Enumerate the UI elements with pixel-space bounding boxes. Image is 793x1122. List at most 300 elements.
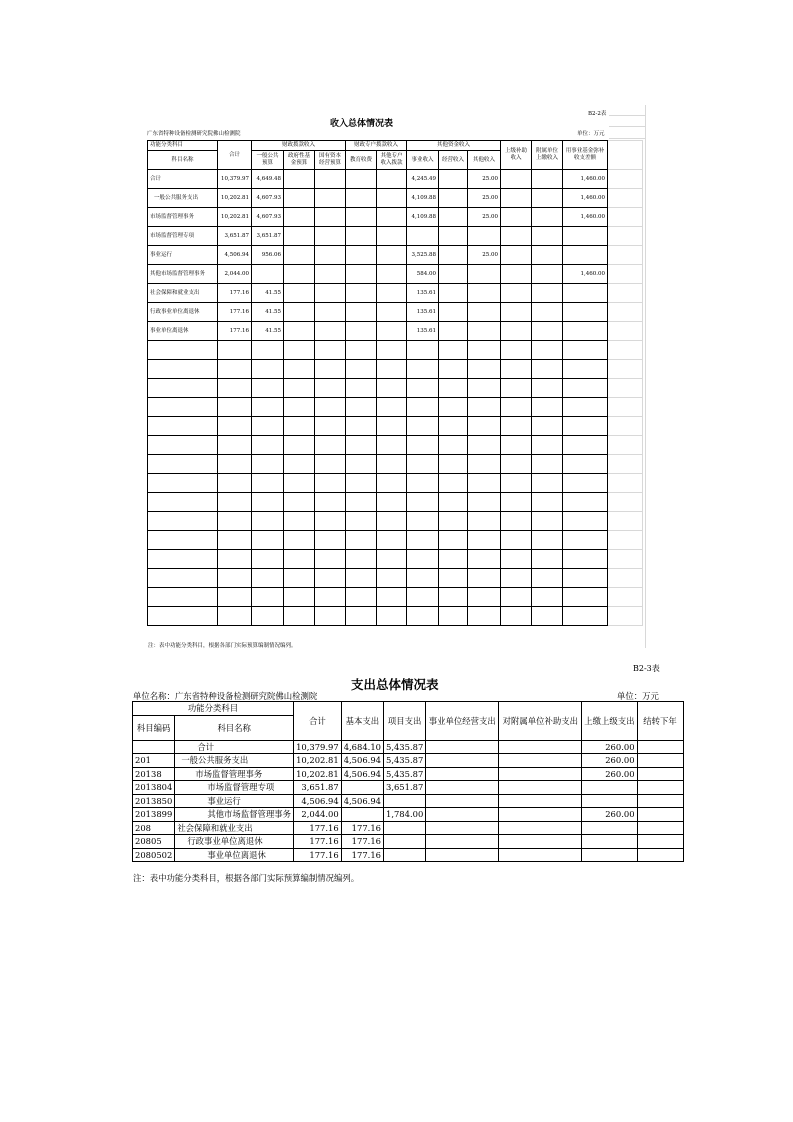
empty-cell — [315, 531, 346, 550]
empty-cell — [532, 569, 563, 588]
project-cell: 5,435.87 — [383, 754, 425, 768]
empty-row — [148, 588, 643, 607]
subject-code-cell: 2013899 — [133, 808, 175, 822]
subsidy-cell — [499, 767, 582, 781]
empty-cell — [284, 436, 315, 455]
superior-subsidy-cell — [501, 303, 532, 322]
operating-cell — [426, 835, 499, 849]
empty-row — [148, 531, 643, 550]
empty-cell — [563, 379, 608, 398]
table-row — [133, 794, 684, 808]
empty-cell — [218, 588, 252, 607]
empty-cell — [252, 417, 284, 436]
income-table-title: 收入总体情况表 — [330, 119, 394, 129]
remit-cell: 260.00 — [582, 767, 637, 781]
other-special-cell — [377, 170, 407, 189]
total-cell: 177.16 — [294, 848, 342, 862]
blank-cell — [608, 284, 643, 303]
empty-cell — [315, 512, 346, 531]
general-budget-cell: 4,649.48 — [252, 170, 284, 189]
empty-cell — [148, 417, 218, 436]
subject-code-cell: 2013850 — [133, 794, 175, 808]
remit-cell — [582, 848, 637, 862]
subject-name-cell: 社会保障和就业支出 — [175, 821, 294, 835]
table-row — [148, 265, 643, 284]
empty-cell — [346, 436, 377, 455]
total-cell: 3,651.87 — [218, 227, 252, 246]
empty-cell — [407, 379, 439, 398]
empty-cell — [439, 607, 468, 626]
header-business-income: 事业收入 — [407, 151, 439, 170]
empty-cell — [407, 455, 439, 474]
project-cell — [383, 794, 425, 808]
project-cell: 3,651.87 — [383, 781, 425, 795]
general-budget-cell: 4,607.93 — [252, 189, 284, 208]
basic-cell: 177.16 — [341, 848, 383, 862]
operating-income-cell — [439, 303, 468, 322]
blank-cell — [608, 246, 643, 265]
affiliated-income-cell — [532, 246, 563, 265]
empty-cell — [148, 569, 218, 588]
business-income-cell: 4,109.88 — [407, 189, 439, 208]
empty-cell — [284, 360, 315, 379]
general-budget-cell: 41.55 — [252, 303, 284, 322]
total-cell: 2,044.00 — [218, 265, 252, 284]
table-row — [148, 303, 643, 322]
empty-cell — [377, 360, 407, 379]
general-budget-cell: 3,651.87 — [252, 227, 284, 246]
operating-income-cell — [439, 227, 468, 246]
empty-cell — [532, 607, 563, 626]
empty-cell — [608, 474, 643, 493]
basic-cell — [341, 808, 383, 822]
project-cell: 1,784.00 — [383, 808, 425, 822]
empty-row — [148, 398, 643, 417]
empty-cell — [608, 588, 643, 607]
empty-cell — [532, 531, 563, 550]
empty-cell — [284, 417, 315, 436]
expense-note: 注：表中功能分类科目，根据各部门实际预算编制情况编列。 — [133, 873, 360, 883]
other-income-cell — [468, 303, 501, 322]
empty-cell — [608, 341, 643, 360]
empty-cell — [218, 512, 252, 531]
empty-cell — [284, 474, 315, 493]
empty-cell — [346, 360, 377, 379]
education-fee-cell — [346, 265, 377, 284]
superior-subsidy-cell — [501, 189, 532, 208]
empty-cell — [608, 398, 643, 417]
empty-cell — [346, 550, 377, 569]
empty-cell — [377, 398, 407, 417]
business-income-cell: 4,109.88 — [407, 208, 439, 227]
fund-balance-cell — [563, 246, 608, 265]
other-special-cell — [377, 284, 407, 303]
empty-cell — [218, 531, 252, 550]
total-cell: 177.16 — [294, 835, 342, 849]
empty-row — [148, 341, 643, 360]
fund-balance-cell: 1,460.00 — [563, 208, 608, 227]
header-general-budget: 一般公共预算 — [252, 151, 284, 170]
basic-cell: 4,506.94 — [341, 794, 383, 808]
header-affiliated-income: 附属单位上缴收入 — [532, 141, 563, 170]
empty-cell — [377, 474, 407, 493]
empty-cell — [563, 474, 608, 493]
empty-cell — [532, 417, 563, 436]
empty-cell — [563, 398, 608, 417]
income-table — [147, 140, 643, 626]
fund-balance-cell — [563, 322, 608, 341]
empty-cell — [315, 436, 346, 455]
empty-cell — [252, 550, 284, 569]
empty-cell — [218, 341, 252, 360]
gov-fund-cell — [284, 284, 315, 303]
gov-fund-cell — [284, 189, 315, 208]
empty-cell — [148, 512, 218, 531]
empty-cell — [532, 474, 563, 493]
empty-cell — [284, 607, 315, 626]
total-cell: 177.16 — [294, 821, 342, 835]
empty-cell — [218, 360, 252, 379]
empty-cell — [346, 512, 377, 531]
superior-subsidy-cell — [501, 246, 532, 265]
empty-cell — [346, 398, 377, 417]
empty-row — [148, 493, 643, 512]
affiliated-income-cell — [532, 227, 563, 246]
other-special-cell — [377, 322, 407, 341]
table-row — [148, 170, 643, 189]
state-capital-cell — [315, 208, 346, 227]
header-operating: 事业单位经营支出 — [426, 702, 499, 741]
empty-cell — [532, 360, 563, 379]
empty-cell — [407, 512, 439, 531]
empty-cell — [468, 569, 501, 588]
total-cell: 10,202.81 — [294, 754, 342, 768]
expense-table-title: 支出总体情况表 — [351, 677, 439, 692]
empty-cell — [501, 493, 532, 512]
superior-subsidy-cell — [501, 284, 532, 303]
general-budget-cell: 956.06 — [252, 246, 284, 265]
empty-cell — [284, 493, 315, 512]
operating-cell — [426, 740, 499, 754]
empty-cell — [532, 455, 563, 474]
total-cell: 10,379.97 — [218, 170, 252, 189]
basic-cell: 4,506.94 — [341, 767, 383, 781]
table-row — [133, 835, 684, 849]
fund-balance-cell — [563, 303, 608, 322]
empty-cell — [439, 398, 468, 417]
total-cell: 177.16 — [218, 322, 252, 341]
empty-cell — [148, 379, 218, 398]
remit-cell — [582, 781, 637, 795]
empty-cell — [315, 550, 346, 569]
empty-cell — [532, 588, 563, 607]
empty-cell — [468, 360, 501, 379]
header-subject-code: 科目编码 — [133, 715, 175, 740]
total-cell: 10,202.81 — [294, 767, 342, 781]
empty-cell — [346, 417, 377, 436]
empty-cell — [407, 569, 439, 588]
fund-balance-cell — [563, 227, 608, 246]
empty-cell — [407, 398, 439, 417]
education-fee-cell — [346, 322, 377, 341]
empty-cell — [532, 512, 563, 531]
header-func-class: 功能分类科目 — [133, 702, 294, 716]
empty-cell — [407, 341, 439, 360]
empty-cell — [608, 607, 643, 626]
project-cell — [383, 821, 425, 835]
empty-cell — [218, 398, 252, 417]
education-fee-cell — [346, 170, 377, 189]
empty-cell — [407, 436, 439, 455]
empty-cell — [468, 417, 501, 436]
income-note: 注：表中功能分类科目，根据各部门实际预算编制情况编列。 — [148, 643, 297, 649]
empty-cell — [148, 531, 218, 550]
empty-cell — [501, 379, 532, 398]
table-row — [133, 740, 684, 754]
empty-cell — [468, 341, 501, 360]
empty-cell — [218, 550, 252, 569]
income-unit-label: 单位：万元 — [577, 131, 605, 137]
carry-cell — [637, 808, 683, 822]
expense-unit-name: 单位名称：广东省特种设备检测研究院佛山检测院 — [133, 691, 318, 701]
empty-cell — [439, 341, 468, 360]
empty-row — [148, 436, 643, 455]
empty-cell — [407, 550, 439, 569]
empty-cell — [532, 550, 563, 569]
superior-subsidy-cell — [501, 208, 532, 227]
other-income-cell: 25.00 — [468, 246, 501, 265]
business-income-cell: 3,525.88 — [407, 246, 439, 265]
other-special-cell — [377, 189, 407, 208]
empty-cell — [608, 569, 643, 588]
empty-cell — [468, 474, 501, 493]
carry-cell — [637, 740, 683, 754]
affiliated-income-cell — [532, 322, 563, 341]
header-fund-balance: 用事业基金弥补收支差额 — [563, 141, 608, 170]
header-project: 项目支出 — [383, 702, 425, 741]
operating-income-cell — [439, 208, 468, 227]
empty-cell — [252, 607, 284, 626]
empty-cell — [439, 550, 468, 569]
state-capital-cell — [315, 189, 346, 208]
empty-cell — [439, 417, 468, 436]
empty-cell — [468, 436, 501, 455]
business-income-cell: 135.61 — [407, 322, 439, 341]
empty-cell — [346, 455, 377, 474]
empty-cell — [346, 474, 377, 493]
blank-cell — [608, 303, 643, 322]
header-fiscal-alloc: 财政拨款收入 — [252, 141, 346, 151]
empty-cell — [284, 455, 315, 474]
education-fee-cell — [346, 246, 377, 265]
carry-cell — [637, 767, 683, 781]
empty-cell — [377, 588, 407, 607]
header-operating-income: 经营收入 — [439, 151, 468, 170]
empty-cell — [608, 550, 643, 569]
subject-name-cell: 事业单位离退休 — [148, 322, 218, 341]
empty-cell — [252, 493, 284, 512]
operating-income-cell — [439, 189, 468, 208]
empty-cell — [252, 588, 284, 607]
empty-cell — [148, 341, 218, 360]
operating-cell — [426, 767, 499, 781]
empty-cell — [252, 398, 284, 417]
empty-cell — [563, 493, 608, 512]
empty-cell — [608, 436, 643, 455]
basic-cell: 4,506.94 — [341, 754, 383, 768]
empty-cell — [148, 607, 218, 626]
gov-fund-cell — [284, 170, 315, 189]
empty-cell — [315, 588, 346, 607]
header-education-fee: 教育收费 — [346, 151, 377, 170]
income-unit-name: 广东省特种设备检测研究院佛山检测院 — [147, 131, 241, 137]
empty-cell — [532, 341, 563, 360]
header-other-income: 其他收入 — [468, 151, 501, 170]
empty-row — [148, 569, 643, 588]
affiliated-income-cell — [532, 265, 563, 284]
education-fee-cell — [346, 284, 377, 303]
other-income-cell — [468, 322, 501, 341]
empty-cell — [439, 531, 468, 550]
remit-cell — [582, 794, 637, 808]
empty-row — [148, 607, 643, 626]
empty-cell — [532, 379, 563, 398]
gov-fund-cell — [284, 303, 315, 322]
empty-cell — [407, 607, 439, 626]
empty-cell — [252, 531, 284, 550]
gov-fund-cell — [284, 227, 315, 246]
header-subject-name: 科目名称 — [148, 151, 218, 170]
empty-cell — [439, 493, 468, 512]
other-income-cell: 25.00 — [468, 170, 501, 189]
empty-cell — [315, 360, 346, 379]
empty-cell — [439, 512, 468, 531]
empty-cell — [532, 493, 563, 512]
header-state-capital-budget: 国有资本经营预算 — [315, 151, 346, 170]
empty-cell — [501, 550, 532, 569]
operating-cell — [426, 781, 499, 795]
empty-cell — [346, 588, 377, 607]
superior-subsidy-cell — [501, 170, 532, 189]
operating-income-cell — [439, 265, 468, 284]
operating-cell — [426, 808, 499, 822]
empty-cell — [148, 360, 218, 379]
project-cell: 5,435.87 — [383, 740, 425, 754]
gov-fund-cell — [284, 208, 315, 227]
state-capital-cell — [315, 265, 346, 284]
header-total: 合计 — [218, 141, 252, 170]
empty-cell — [284, 512, 315, 531]
table-row — [133, 821, 684, 835]
empty-cell — [439, 588, 468, 607]
empty-cell — [501, 569, 532, 588]
empty-cell — [218, 455, 252, 474]
empty-cell — [377, 531, 407, 550]
empty-cell — [608, 360, 643, 379]
empty-cell — [468, 379, 501, 398]
empty-cell — [563, 512, 608, 531]
empty-cell — [439, 379, 468, 398]
general-budget-cell — [252, 265, 284, 284]
subject-name-cell: 市场监督管理事务 — [148, 208, 218, 227]
subject-code-cell: 201 — [133, 754, 175, 768]
business-income-cell: 584.00 — [407, 265, 439, 284]
expense-table-code: B2-3表 — [633, 664, 660, 673]
other-special-cell — [377, 303, 407, 322]
subsidy-cell — [499, 821, 582, 835]
empty-cell — [608, 493, 643, 512]
superior-subsidy-cell — [501, 227, 532, 246]
empty-cell — [346, 379, 377, 398]
table-row — [148, 284, 643, 303]
empty-cell — [532, 398, 563, 417]
empty-cell — [468, 455, 501, 474]
empty-cell — [563, 607, 608, 626]
empty-cell — [608, 455, 643, 474]
basic-cell — [341, 781, 383, 795]
empty-cell — [563, 531, 608, 550]
subject-code-cell: 20805 — [133, 835, 175, 849]
empty-cell — [252, 455, 284, 474]
state-capital-cell — [315, 303, 346, 322]
expense-table — [132, 701, 684, 862]
empty-cell — [377, 379, 407, 398]
empty-cell — [252, 569, 284, 588]
expense-unit-label: 单位：万元 — [617, 691, 659, 701]
empty-cell — [608, 417, 643, 436]
subject-name-cell: 行政事业单位离退休 — [148, 303, 218, 322]
education-fee-cell — [346, 189, 377, 208]
empty-cell — [501, 455, 532, 474]
subsidy-cell — [499, 848, 582, 862]
subject-name-cell: 市场监督管理事务 — [175, 767, 294, 781]
state-capital-cell — [315, 322, 346, 341]
empty-cell — [501, 417, 532, 436]
empty-cell — [501, 531, 532, 550]
subject-name-cell: 市场监督管理专项 — [175, 781, 294, 795]
empty-cell — [252, 436, 284, 455]
header-other-funds: 其他资金收入 — [407, 141, 501, 151]
total-cell: 177.16 — [218, 303, 252, 322]
empty-cell — [252, 379, 284, 398]
empty-cell — [563, 436, 608, 455]
business-income-cell — [407, 227, 439, 246]
empty-cell — [468, 398, 501, 417]
state-capital-cell — [315, 227, 346, 246]
carry-cell — [637, 781, 683, 795]
operating-cell — [426, 821, 499, 835]
subject-name-cell: 其他市场监督管理事务 — [175, 808, 294, 822]
other-special-cell — [377, 265, 407, 284]
empty-cell — [284, 550, 315, 569]
empty-cell — [563, 569, 608, 588]
header-func-class: 功能分类科目 — [148, 141, 218, 151]
remit-cell: 260.00 — [582, 740, 637, 754]
total-cell: 10,202.81 — [218, 189, 252, 208]
empty-cell — [346, 341, 377, 360]
empty-cell — [284, 569, 315, 588]
empty-cell — [501, 341, 532, 360]
affiliated-income-cell — [532, 208, 563, 227]
subject-code-cell — [133, 740, 175, 754]
subject-code-cell: 208 — [133, 821, 175, 835]
business-income-cell: 4,245.49 — [407, 170, 439, 189]
affiliated-income-cell — [532, 284, 563, 303]
header-basic: 基本支出 — [341, 702, 383, 741]
education-fee-cell — [346, 208, 377, 227]
subject-name-cell: 市场监督管理专项 — [148, 227, 218, 246]
state-capital-cell — [315, 284, 346, 303]
